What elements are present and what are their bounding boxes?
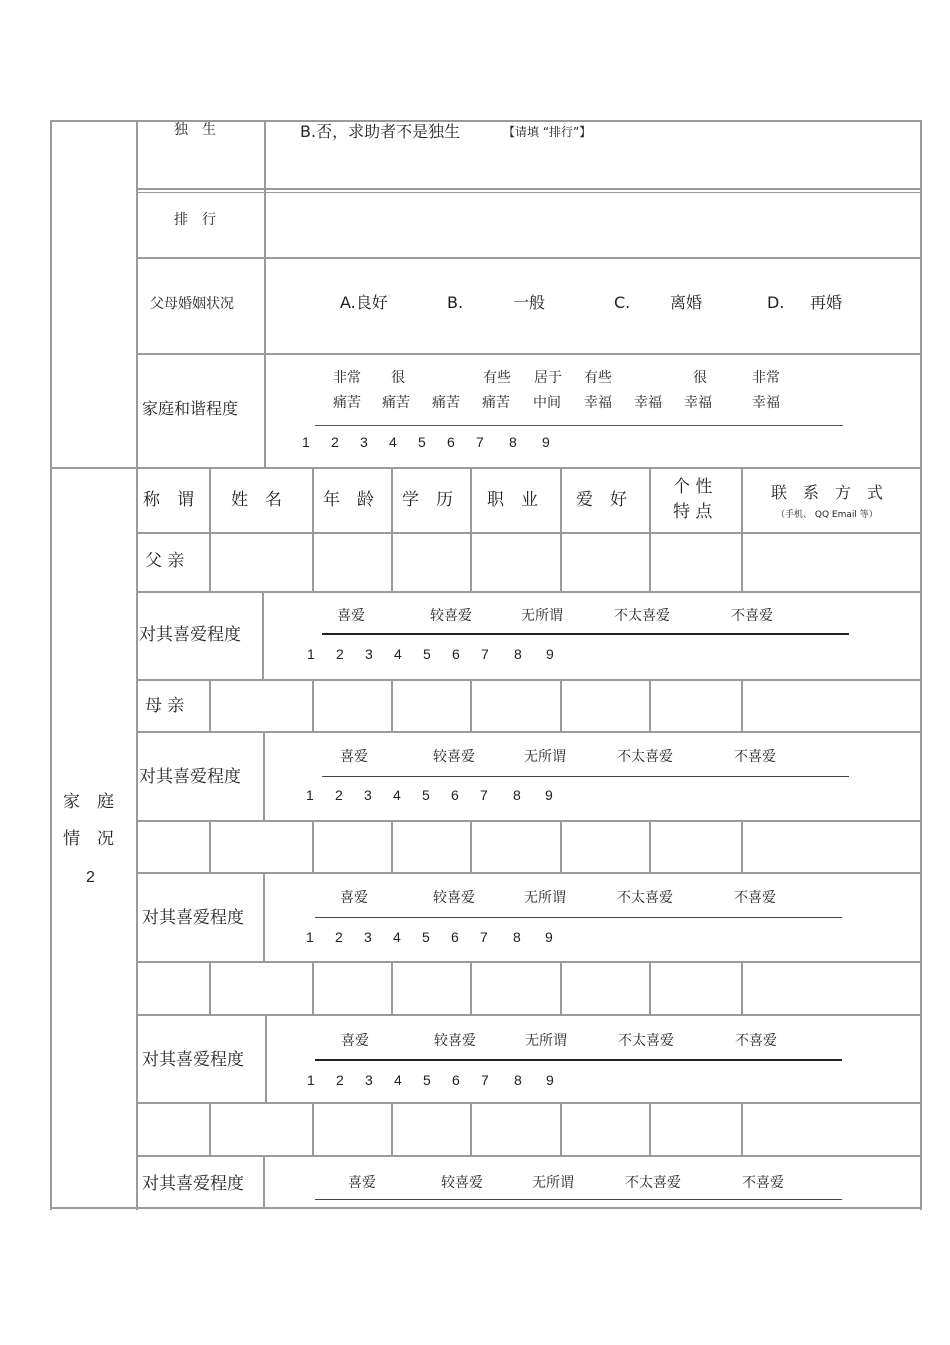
fondness-num: 8 [513,787,521,803]
harmony-top-2: 很 [391,370,405,386]
harmony-label: 家庭和谐程度 [142,399,239,418]
harmony-bottom-2: 痛苦 [382,395,410,411]
fondness-option: 无所谓 [525,1033,567,1049]
fondness-option: 不喜爱 [742,1175,784,1191]
harmony-bottom-3: 痛苦 [432,395,460,411]
harmony-bottom-1: 痛苦 [333,395,361,411]
fondness-label: 对其喜爱程度 [142,908,244,928]
marriage-option-c: C. [614,293,631,312]
fondness-option: 喜爱 [340,890,368,906]
header-contact: 联 系 方 式 [771,483,884,502]
marriage-option-b-text: 一般 [513,293,546,312]
fondness-option: 不喜爱 [734,890,776,906]
family-side-label-2: 情 况 [63,829,114,849]
father-label: 父 亲 [145,551,185,571]
fondness-option: 无所谓 [532,1175,574,1191]
fondness-option: 不喜爱 [734,749,776,765]
header-occupation: 职 业 [487,490,538,510]
harmony-num: 2 [331,434,339,450]
harmony-top-7: 非常 [752,370,780,386]
harmony-num: 9 [542,434,550,450]
fondness-num: 5 [423,1072,431,1088]
fondness-option: 较喜爱 [441,1175,483,1191]
fondness-scale-line [322,776,849,777]
harmony-top-4: 居于 [534,370,562,386]
harmony-num: 4 [389,434,397,450]
fondness-label: 对其喜爱程度 [142,1174,244,1194]
fondness-num: 2 [335,787,343,803]
header-title: 称 谓 [143,490,194,510]
fondness-num: 3 [364,787,372,803]
fondness-option: 无所谓 [521,608,563,624]
fondness-option: 不太喜爱 [617,890,673,906]
fondness-num: 1 [307,646,315,662]
mother-label: 母 亲 [145,696,185,716]
harmony-bottom-8: 幸福 [684,395,712,411]
fondness-num: 2 [336,1072,344,1088]
fondness-option: 不太喜爱 [625,1175,681,1191]
fondness-num: 1 [306,787,314,803]
fondness-num: 6 [451,929,459,945]
fondness-num: 2 [335,929,343,945]
fondness-option: 喜爱 [337,608,365,624]
only-child-value: B.否，求助者不是独生 [300,122,461,141]
fondness-label: 对其喜爱程度 [142,1050,244,1070]
marriage-option-d: D. [767,293,785,312]
harmony-bottom-4: 痛苦 [482,395,510,411]
harmony-num: 8 [509,434,517,450]
fondness-option: 不太喜爱 [617,749,673,765]
fondness-num: 3 [365,646,373,662]
fondness-num: 5 [422,929,430,945]
fondness-num: 9 [545,929,553,945]
fondness-scale-line [315,1059,842,1061]
marriage-option-a: A.良好 [340,293,388,312]
harmony-top-6: 很 [693,370,707,386]
marriage-option-d-text: 再婚 [810,293,843,312]
fondness-num: 6 [452,1072,460,1088]
fondness-label: 对其喜爱程度 [139,767,241,787]
fondness-option: 喜爱 [348,1175,376,1191]
harmony-num: 7 [476,434,484,450]
fondness-num: 7 [481,1072,489,1088]
fondness-option: 较喜爱 [433,890,475,906]
fondness-option: 不喜爱 [735,1033,777,1049]
fondness-option: 无所谓 [524,749,566,765]
harmony-bottom-9: 幸福 [752,395,780,411]
fondness-option: 喜爱 [340,749,368,765]
fondness-num: 3 [365,1072,373,1088]
header-education: 学 历 [402,490,453,510]
fondness-num: 7 [480,929,488,945]
fondness-option: 不太喜爱 [614,608,670,624]
fondness-num: 4 [394,1072,402,1088]
fondness-option: 不太喜爱 [618,1033,674,1049]
fondness-num: 9 [546,1072,554,1088]
harmony-scale-line [315,425,843,426]
header-name: 姓 名 [231,490,282,510]
harmony-top-5: 有些 [584,370,612,386]
header-personality-1: 个 性 [673,477,713,497]
fondness-num: 6 [451,787,459,803]
family-side-label-3: 2 [86,869,95,886]
fondness-num: 8 [513,929,521,945]
fondness-num: 8 [514,646,522,662]
fondness-num: 9 [546,646,554,662]
fondness-option: 不喜爱 [731,608,773,624]
fondness-num: 6 [452,646,460,662]
fondness-num: 1 [307,1072,315,1088]
harmony-num: 6 [447,434,455,450]
fondness-option: 较喜爱 [433,749,475,765]
harmony-top-3: 有些 [483,370,511,386]
fondness-num: 4 [393,787,401,803]
header-age: 年 龄 [323,490,374,510]
only-child-note: 【请填 “排行”】 [503,125,592,139]
parents-marriage-label: 父母婚姻状况 [150,296,234,312]
fondness-scale-line [322,633,849,635]
only-child-label: 独 生 [174,122,216,138]
harmony-top-1: 非常 [333,370,361,386]
harmony-num: 1 [302,434,310,450]
fondness-option: 较喜爱 [430,608,472,624]
fondness-num: 9 [545,787,553,803]
harmony-num: 5 [418,434,426,450]
harmony-bottom-5: 中间 [533,395,561,411]
header-hobby: 爱 好 [576,490,627,510]
fondness-num: 7 [481,646,489,662]
header-personality-2: 特 点 [673,502,713,522]
fondness-num: 4 [393,929,401,945]
harmony-num: 3 [360,434,368,450]
fondness-num: 1 [306,929,314,945]
fondness-num: 5 [422,787,430,803]
fondness-num: 8 [514,1072,522,1088]
family-side-label-1: 家 庭 [63,792,114,812]
fondness-option: 较喜爱 [434,1033,476,1049]
harmony-bottom-7: 幸福 [634,395,662,411]
header-contact-note: （手机、 QQ Email 等） [776,510,878,520]
birth-order-label: 排 行 [174,212,216,228]
fondness-num: 5 [423,646,431,662]
fondness-num: 3 [364,929,372,945]
fondness-option: 喜爱 [341,1033,369,1049]
fondness-scale-line [315,917,842,918]
fondness-label: 对其喜爱程度 [139,625,241,645]
harmony-bottom-6: 幸福 [584,395,612,411]
marriage-option-b: B. [447,293,464,312]
fondness-num: 7 [480,787,488,803]
fondness-option: 无所谓 [524,890,566,906]
fondness-scale-line [315,1199,842,1200]
fondness-num: 2 [336,646,344,662]
marriage-option-c-text: 离婚 [670,293,703,312]
fondness-num: 4 [394,646,402,662]
